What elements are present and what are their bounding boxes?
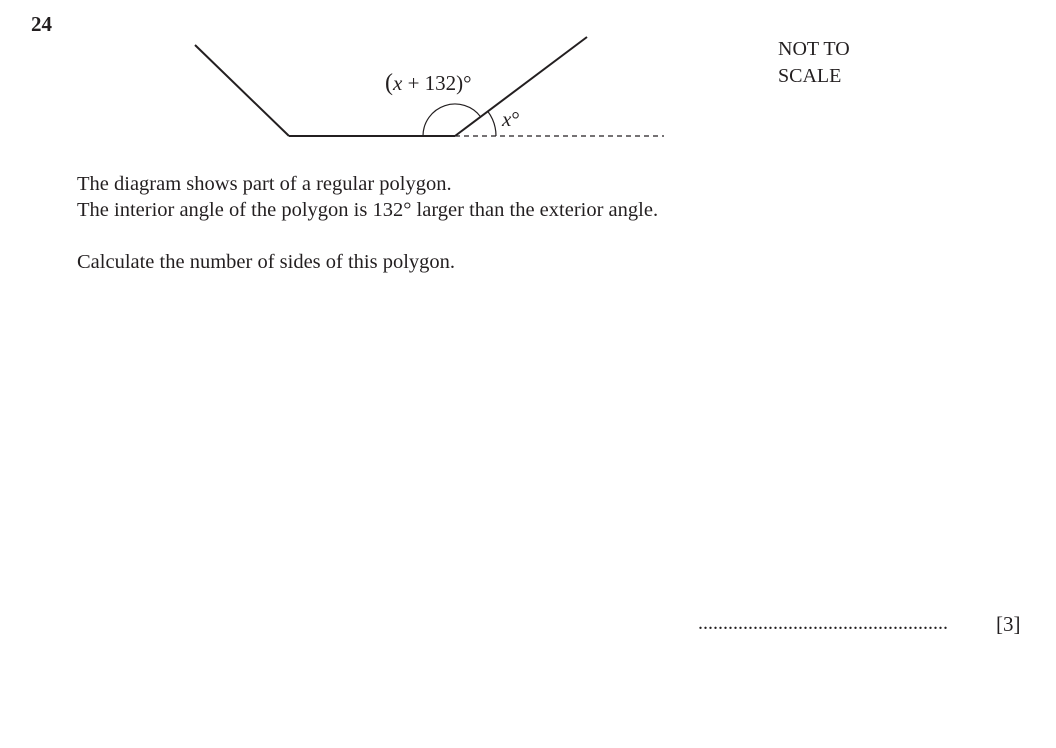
answer-line[interactable] [698, 612, 948, 635]
interior-angle-label-open: ( [385, 70, 393, 96]
exterior-angle-label-deg: ° [511, 107, 520, 131]
exterior-angle-label-var: x [502, 107, 512, 131]
interior-angle-label-close: )° [456, 71, 472, 95]
marks-label: [3] [996, 612, 1021, 636]
interior-angle-arc [423, 104, 481, 136]
question-line2: The interior angle of the polygon is 132° larger than the exterior angle. [77, 199, 659, 221]
not-to-scale-note [778, 36, 850, 90]
exterior-angle-label [501, 107, 520, 131]
scale-note-line1: NOT TO [778, 38, 850, 60]
answer-dots[interactable]: .................................................. [698, 612, 948, 634]
question-number: 24 [31, 12, 52, 36]
interior-angle-label-rest: + 132 [402, 71, 457, 95]
polygon-left-edge [195, 45, 289, 136]
question-line3: Calculate the number of sides of this polygon. [77, 251, 456, 273]
polygon-right-edge [455, 37, 587, 136]
question-text [77, 171, 658, 275]
exterior-angle-arc [488, 111, 496, 136]
polygon-diagram [0, 0, 700, 160]
interior-angle-label [385, 70, 472, 96]
interior-angle-label-var: x [393, 71, 403, 95]
scale-note-line2: SCALE [778, 65, 842, 87]
question-line1: The diagram shows part of a regular polygon. [77, 173, 452, 195]
paragraph-gap [77, 223, 658, 249]
